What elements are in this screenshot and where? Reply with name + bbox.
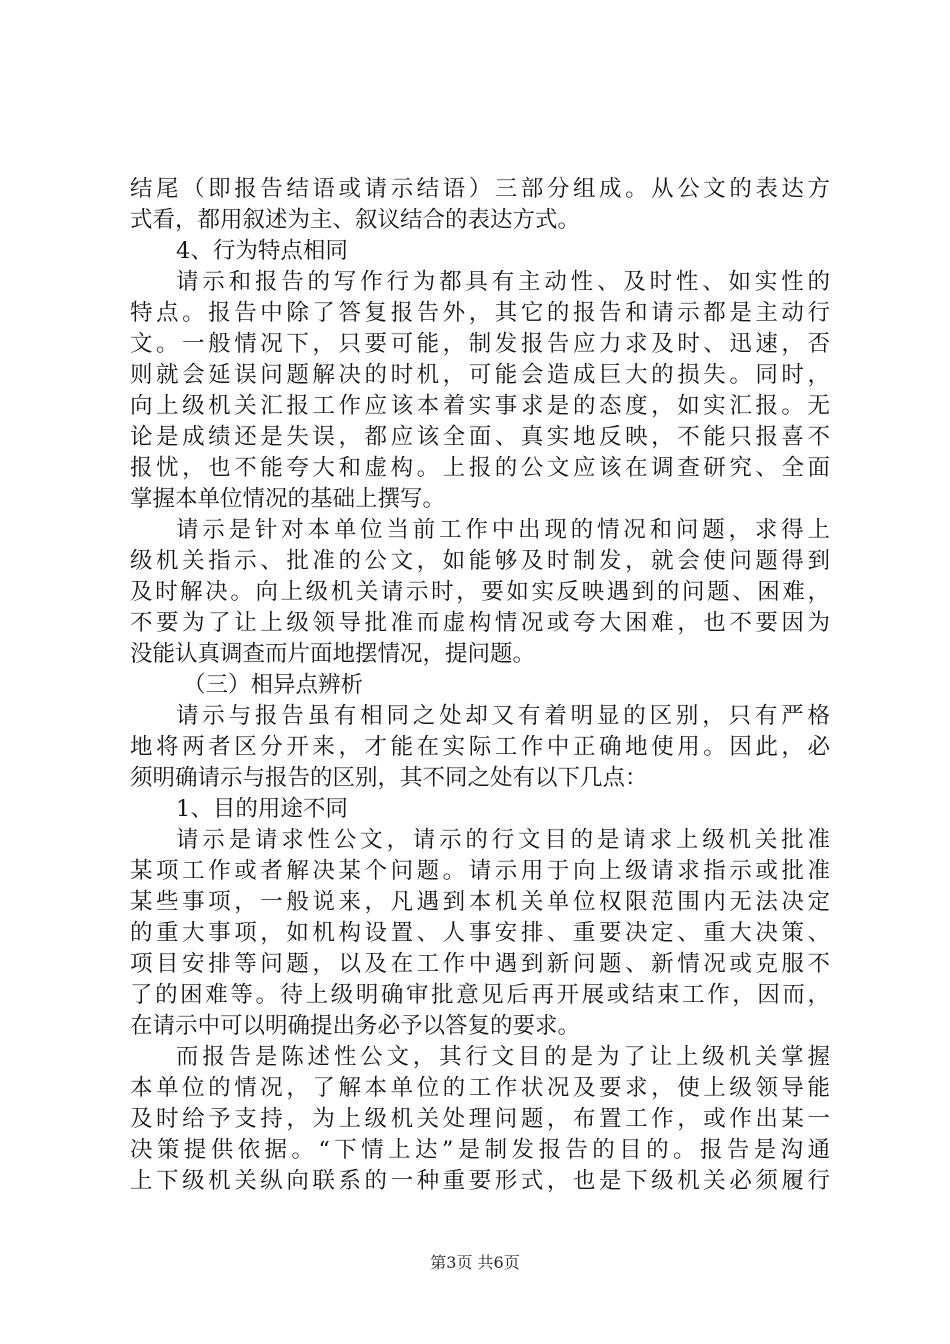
- body-line: 须明确请示与报告的区别，其不同之处有以下几点：: [130, 765, 648, 791]
- body-line: 掌握本单位情况的基础上撰写。: [130, 486, 446, 512]
- body-line: 本单位的情况，了解本单位的工作状况及要求，使上级领导能: [130, 1075, 830, 1101]
- body-line: 请示是请求性公文，请示的行文目的是请求上级机关批准: [176, 827, 830, 853]
- body-line: 在请示中可以明确提出务必予以答复的要求。: [130, 1013, 581, 1039]
- document-body: [130, 174, 830, 1197]
- body-line: 请示是针对本单位当前工作中出现的情况和问题，求得上: [176, 517, 830, 543]
- body-line: 向上级机关汇报工作应该本着实事求是的态度，如实汇报。无: [130, 393, 830, 419]
- body-line: 地将两者区分开来，才能在实际工作中正确地使用。因此，必: [130, 734, 830, 760]
- body-line: 决策提供依据。“下情上达”是制发报告的目的。报告是沟通: [130, 1137, 830, 1163]
- section-heading: 4、行为特点相同: [176, 238, 348, 264]
- body-line: 结尾（即报告结语或请示结语）三部分组成。从公文的表达方: [130, 176, 830, 202]
- body-line: 文。一般情况下，只要可能，制发报告应力求及时、迅速，否: [130, 331, 830, 357]
- body-line: 请示与报告虽有相同之处却又有着明显的区别，只有严格: [176, 703, 830, 729]
- body-line: 某些事项，一般说来，凡遇到本机关单位权限范围内无法决定: [130, 889, 830, 915]
- body-line: 级机关指示、批准的公文，如能够及时制发，就会使问题得到: [130, 548, 830, 574]
- body-line: 上下级机关纵向联系的一种重要形式，也是下级机关必须履行: [130, 1168, 830, 1194]
- body-line: 特点。报告中除了答复报告外，其它的报告和请示都是主动行: [130, 300, 830, 326]
- page-number-footer: 第3页 共6页: [430, 1253, 520, 1272]
- body-line: 了的困难等。待上级明确审批意见后再开展或结束工作，因而，: [130, 982, 830, 1008]
- body-line: 论是成绩还是失误，都应该全面、真实地反映，不能只报喜不: [130, 424, 830, 450]
- body-line: 报忧，也不能夸大和虚构。上报的公文应该在调查研究、全面: [130, 455, 830, 481]
- body-line: 项目安排等问题，以及在工作中遇到新问题、新情况或克服不: [130, 951, 830, 977]
- body-line: 没能认真调查而片面地摆情况，提问题。: [130, 641, 536, 667]
- body-line: 不要为了让上级领导批准而虚构情况或夸大困难，也不要因为: [130, 610, 830, 636]
- section-heading: （三）相异点辨析: [183, 672, 364, 698]
- body-line: 某项工作或者解决某个问题。请示用于向上级请求指示或批准: [130, 858, 830, 884]
- body-line: 及时给予支持，为上级机关处理问题，布置工作，或作出某一: [130, 1106, 830, 1132]
- body-line: 的重大事项，如机构设置、人事安排、重要决定、重大决策、: [130, 920, 830, 946]
- body-line: 请示和报告的写作行为都具有主动性、及时性、如实性的: [176, 269, 830, 295]
- body-line: 及时解决。向上级机关请示时，要如实反映遇到的问题、困难，: [130, 579, 830, 605]
- body-line: 式看，都用叙述为主、叙议结合的表达方式。: [130, 207, 581, 233]
- section-heading: 1、目的用途不同: [176, 796, 348, 822]
- body-line: 则就会延误问题解决的时机，可能会造成巨大的损失。同时，: [130, 362, 830, 388]
- body-line: 而报告是陈述性公文，其行文目的是为了让上级机关掌握: [176, 1044, 830, 1070]
